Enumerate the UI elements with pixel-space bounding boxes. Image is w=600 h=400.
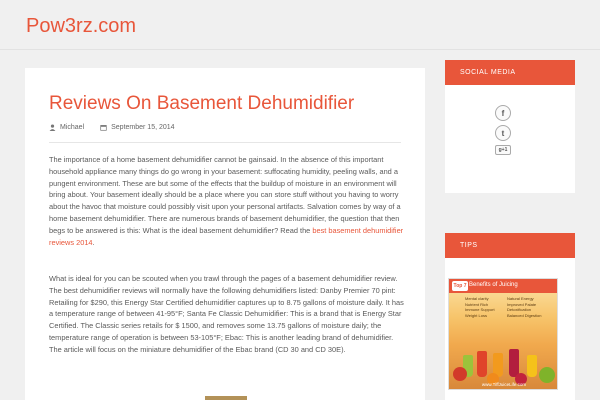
image-url: www.TiffJuiceLife.com [481,382,527,387]
fruit [539,367,555,383]
user-icon [49,124,56,131]
benefit-item: Weight Loss [465,312,487,318]
site-title[interactable]: Pow3rz.com [26,15,137,37]
header-divider [0,49,600,50]
benefit-item: Nutrient Rich [465,301,489,307]
facebook-icon[interactable]: f [495,105,511,121]
social-media-heading: SOCIAL MEDIA [445,60,575,85]
tips-heading: TIPS [445,233,575,258]
post-paragraph-1 [49,154,407,248]
image-badge: Top 7 [453,283,467,289]
social-media-widget [445,60,575,193]
meta-divider [49,142,401,143]
post-paragraph-1-text: The importance of a home basement dehumidifier cannot be gainsaid. In the absence of this important household appliance many things do go wrong in your basement: suffocating humidity, peeling walls, and a pungent environment. These are but some of the effects that the buildup of moisture in an environment will bring about. Your basement ideally should be a place where you can store stuff without you having to worry about the havoc that moisture could possibly visit upon your personal artifacts. Salvation comes by way of a home basement dehumidifier. There are numerous brands of basement dehumidifier, the question that then begs to be answered is this: What is the ideal basement dehumidifier? Read the [49,155,401,235]
post-meta [49,124,175,131]
juicing-benefits-image[interactable] [448,278,558,390]
tips-widget [445,233,575,400]
benefit-item: Balanced Digestion [507,312,542,318]
fruit [453,367,467,381]
post-article [25,68,425,400]
google-plus-icon[interactable]: g+1 [495,145,511,155]
post-title[interactable]: Reviews On Basement Dehumidifier [49,93,355,114]
benefit-item: Detoxification [507,307,532,312]
benefit-item: Improved Palate [507,301,537,307]
juice-glass [527,355,537,377]
post-image [205,396,247,400]
juice-glass [477,351,487,377]
post-author[interactable]: Michael [60,124,85,131]
calendar-icon [100,124,107,131]
post-paragraph-1-end: . [92,237,95,247]
benefits-list [465,296,545,318]
post-paragraph-2: What is ideal for you can be scouted when you trawl through the pages of a basement dehumidifier review. The best dehumidifier reviews will normally have the following dehumidifiers listed: Danby Premier 70 pint: Retailing for $290, this Energy Star Certified dehumidifier captures up to 8.75 gallons of moisture daily. It has a temperature range of between 41-95°F; Santa Fe Classic Dehumidifier: This is a brand that is Energy Star Certified. The Classic series retails for $ 1500, and removes some 13.75 gallons of moisture daily; the temperature range of operation is between 53-105°F; Ebac: This is another leading brand of dehumidifier. The article will focus on the miniature dehumidifier of the Ebac brand (CD 30 and CD 30E). [49,274,404,354]
benefit-item: Immune Support [465,307,495,312]
reviews-link[interactable]: best basement dehumidifier reviews 2014 [49,225,404,247]
post-date: September 15, 2014 [111,124,175,131]
benefit-item: Natural Energy [507,296,534,301]
benefit-item: Mental clarity [465,296,489,301]
image-title: Benefits of Juicing [449,279,558,293]
twitter-icon[interactable]: t [495,125,511,141]
